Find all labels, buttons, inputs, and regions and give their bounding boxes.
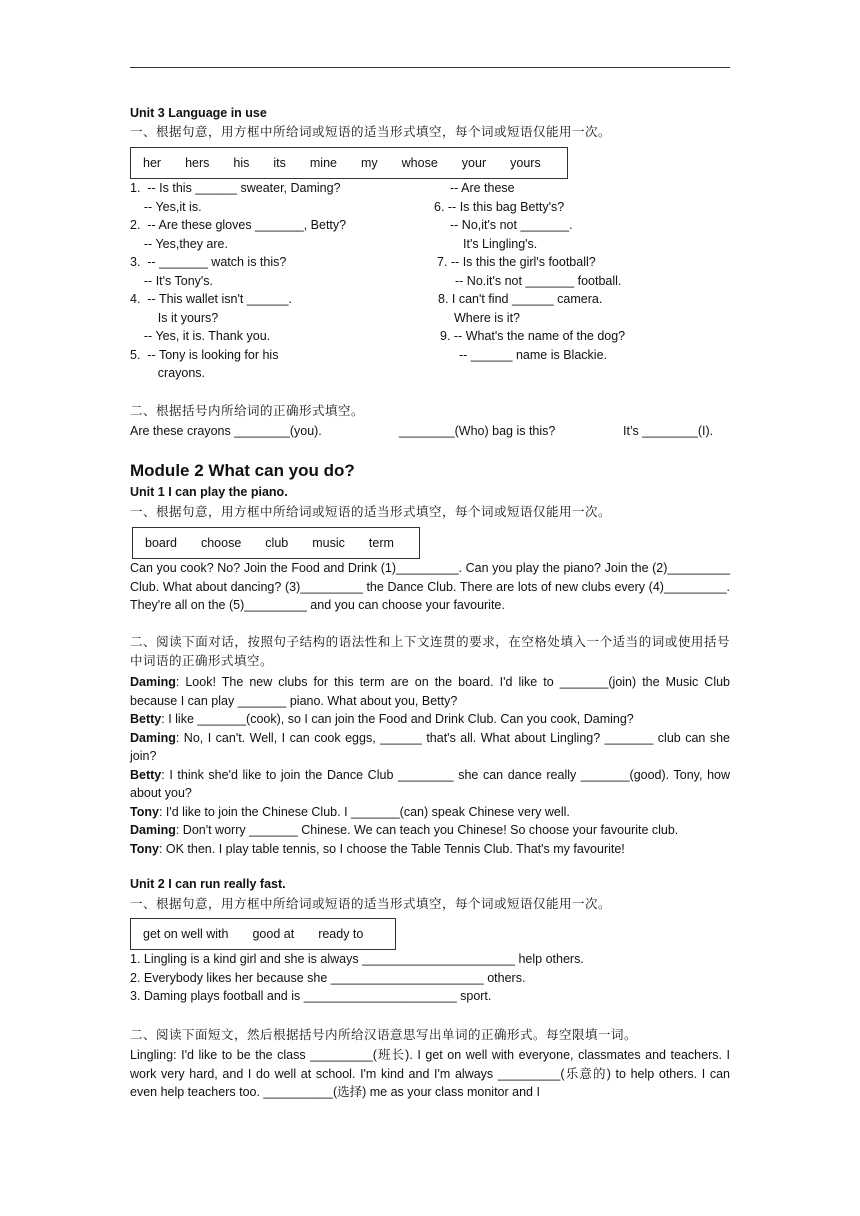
- speaker-name: Betty: [130, 767, 162, 782]
- dialogue-text: : Look! The new clubs for this term are on the board. I'd like to _______(join) the Music Club because I can play _______ piano. What about you, Betty?: [130, 675, 730, 708]
- exercise-line: 1. Lingling is a kind girl and she is always ______________________ help others.: [130, 952, 584, 966]
- exercise-line: 3. -- _______ watch is this?: [130, 255, 287, 269]
- exercise-line: -- Yes,they are.: [130, 237, 228, 251]
- word-box-item: term: [368, 536, 394, 550]
- exercise-line: 9. -- What's the name of the dog?: [440, 329, 626, 343]
- word-box-item: whose: [401, 156, 438, 170]
- dialogue-text: : OK then. I play table tennis, so I choose the Table Tennis Club. That's my favourite!: [158, 841, 625, 856]
- word-box-item: music: [312, 536, 345, 550]
- exercise-line: 7. -- Is this the girl's football?: [437, 255, 596, 269]
- dialogue-line: [130, 821, 730, 840]
- header-rule: [130, 67, 730, 68]
- speaker-name: Daming: [130, 823, 176, 837]
- exercise-line: It’s ________(I).: [623, 424, 714, 438]
- exercise-line: 1. -- Is this ______ sweater, Daming?: [130, 181, 341, 195]
- exercise-line: -- No.it's not _______ football.: [455, 274, 622, 288]
- dialogue-line: [130, 840, 730, 859]
- unit1-cloze-paragraph: Can you cook? No? Join the Food and Drink (1)_________. Can you play the piano? Join the (2)_________ Club. What about dancing? (3)_________ the Dance Club. There are lots of new clubs every (4)_________. They're all on the (5)_________ and you can choose your favourite.: [130, 561, 730, 612]
- exercise-line: Is it yours?: [130, 311, 219, 325]
- exercise-line: -- Are these: [450, 181, 515, 195]
- dialogue: [130, 673, 730, 858]
- unit3-word-box: [130, 147, 568, 179]
- exercise-line: 2. Everybody likes her because she ______________________ others.: [130, 971, 526, 985]
- exercise-line: It's Lingling's.: [463, 237, 538, 251]
- exercise-line: ________(Who) bag is this?: [399, 424, 556, 438]
- word-box-item: yours: [510, 156, 541, 170]
- unit2-instruction-1: 一、根据句意，用方框中所给词或短语的适当形式填空，每个词或短语仅能用一次。: [130, 896, 612, 911]
- speaker-name: Tony: [130, 841, 159, 856]
- exercise-line: 3. Daming plays football and is ______________________ sport.: [130, 989, 492, 1003]
- unit3-instruction-2: 二、根据括号内所给词的正确形式填空。: [130, 403, 365, 418]
- speaker-name: Daming: [130, 730, 176, 745]
- word-box-item: hers: [185, 156, 210, 170]
- unit1-title: Unit 1 I can play the piano.: [130, 485, 288, 499]
- dialogue-text: : I like _______(cook), so I can join the Food and Drink Club. Can you cook, Daming?: [161, 712, 634, 726]
- unit1-instruction-2: 二、阅读下面对话，按照句子结构的语法性和上下文连贯的要求，在空格处填入一个适当的词或使用括号中词语的正确形式填空。: [130, 634, 730, 668]
- unit3-instruction-1: 一、根据句意，用方框中所给词或短语的适当形式填空，每个词或短语仅能用一次。: [130, 124, 612, 139]
- word-box-item: your: [461, 156, 487, 170]
- dialogue-line: [130, 766, 730, 803]
- word-box-item: get on well with: [143, 927, 229, 941]
- word-box-item: club: [265, 536, 289, 550]
- exercise-line: 8. I can't find ______ camera.: [438, 292, 603, 306]
- exercise-line: -- Yes,it is.: [130, 200, 202, 214]
- unit3-title: Unit 3 Language in use: [130, 106, 267, 120]
- unit1-word-box: [132, 527, 420, 559]
- dialogue-text: : Don't worry _______ Chinese. We can teach you Chinese! So choose your favourite club.: [175, 823, 679, 837]
- exercise-line: Are these crayons ________(you).: [130, 424, 322, 438]
- exercise-line: -- No,it's not _______.: [450, 218, 573, 232]
- word-box-item: ready to: [318, 927, 364, 941]
- exercise-line: -- Yes, it is. Thank you.: [130, 329, 271, 343]
- word-box-item: its: [273, 156, 286, 170]
- dialogue-text: : No, I can't. Well, I can cook eggs, ______ that's all. What about Lingling? _______ club can she join?: [130, 730, 730, 763]
- dialogue-line: [130, 710, 730, 729]
- dialogue-line: [130, 673, 730, 710]
- word-box-item: her: [143, 156, 162, 170]
- unit2-word-box: [130, 918, 396, 950]
- word-box-item: his: [233, 156, 250, 170]
- dialogue-line: [130, 803, 730, 822]
- unit1-instruction-1: 一、根据句意，用方框中所给词或短语的适当形式填空，每个词或短语仅能用一次。: [130, 504, 612, 519]
- exercise-line: Where is it?: [454, 311, 520, 325]
- unit2-passage: Lingling: I'd like to be the class _________(班长). I get on well with everyone, classmates and teachers. I work very hard, and I do well at school. I'm kind and I'm always _________(乐意的) to help others. I can even help teachers too. __________(选择) me as your class monitor and I: [130, 1048, 730, 1099]
- speaker-name: Betty: [130, 712, 162, 726]
- word-box-item: choose: [200, 536, 242, 550]
- unit2-instruction-2: 二、阅读下面短文，然后根据括号内所给汉语意思写出单词的正确形式。每空限填一词。: [130, 1027, 638, 1042]
- dialogue-line: [130, 729, 730, 766]
- module-title: Module 2 What can you do?: [130, 461, 355, 480]
- exercise-line: crayons.: [130, 366, 206, 380]
- word-box-item: good at: [252, 927, 295, 941]
- exercise-line: 2. -- Are these gloves _______, Betty?: [130, 218, 347, 232]
- exercise-line: 4. -- This wallet isn't ______.: [130, 292, 292, 306]
- word-box-item: my: [360, 156, 378, 170]
- exercise-line: -- It's Tony's.: [130, 274, 214, 288]
- speaker-name: Tony: [130, 804, 159, 819]
- word-box-item: board: [145, 536, 177, 550]
- dialogue-text: : I'd like to join the Chinese Club. I _______(can) speak Chinese very well.: [158, 804, 570, 819]
- unit2-title: Unit 2 I can run really fast.: [130, 877, 286, 891]
- dialogue-text: : I think she'd like to join the Dance Club ________ she can dance really _______(good). Tony, how about you?: [130, 767, 730, 800]
- word-box-item: mine: [309, 156, 337, 170]
- exercise-line: 6. -- Is this bag Betty's?: [434, 200, 565, 214]
- exercise-line: 5. -- Tony is looking for his: [130, 348, 279, 362]
- exercise-line: -- ______ name is Blackie.: [459, 348, 607, 362]
- speaker-name: Daming: [130, 675, 176, 689]
